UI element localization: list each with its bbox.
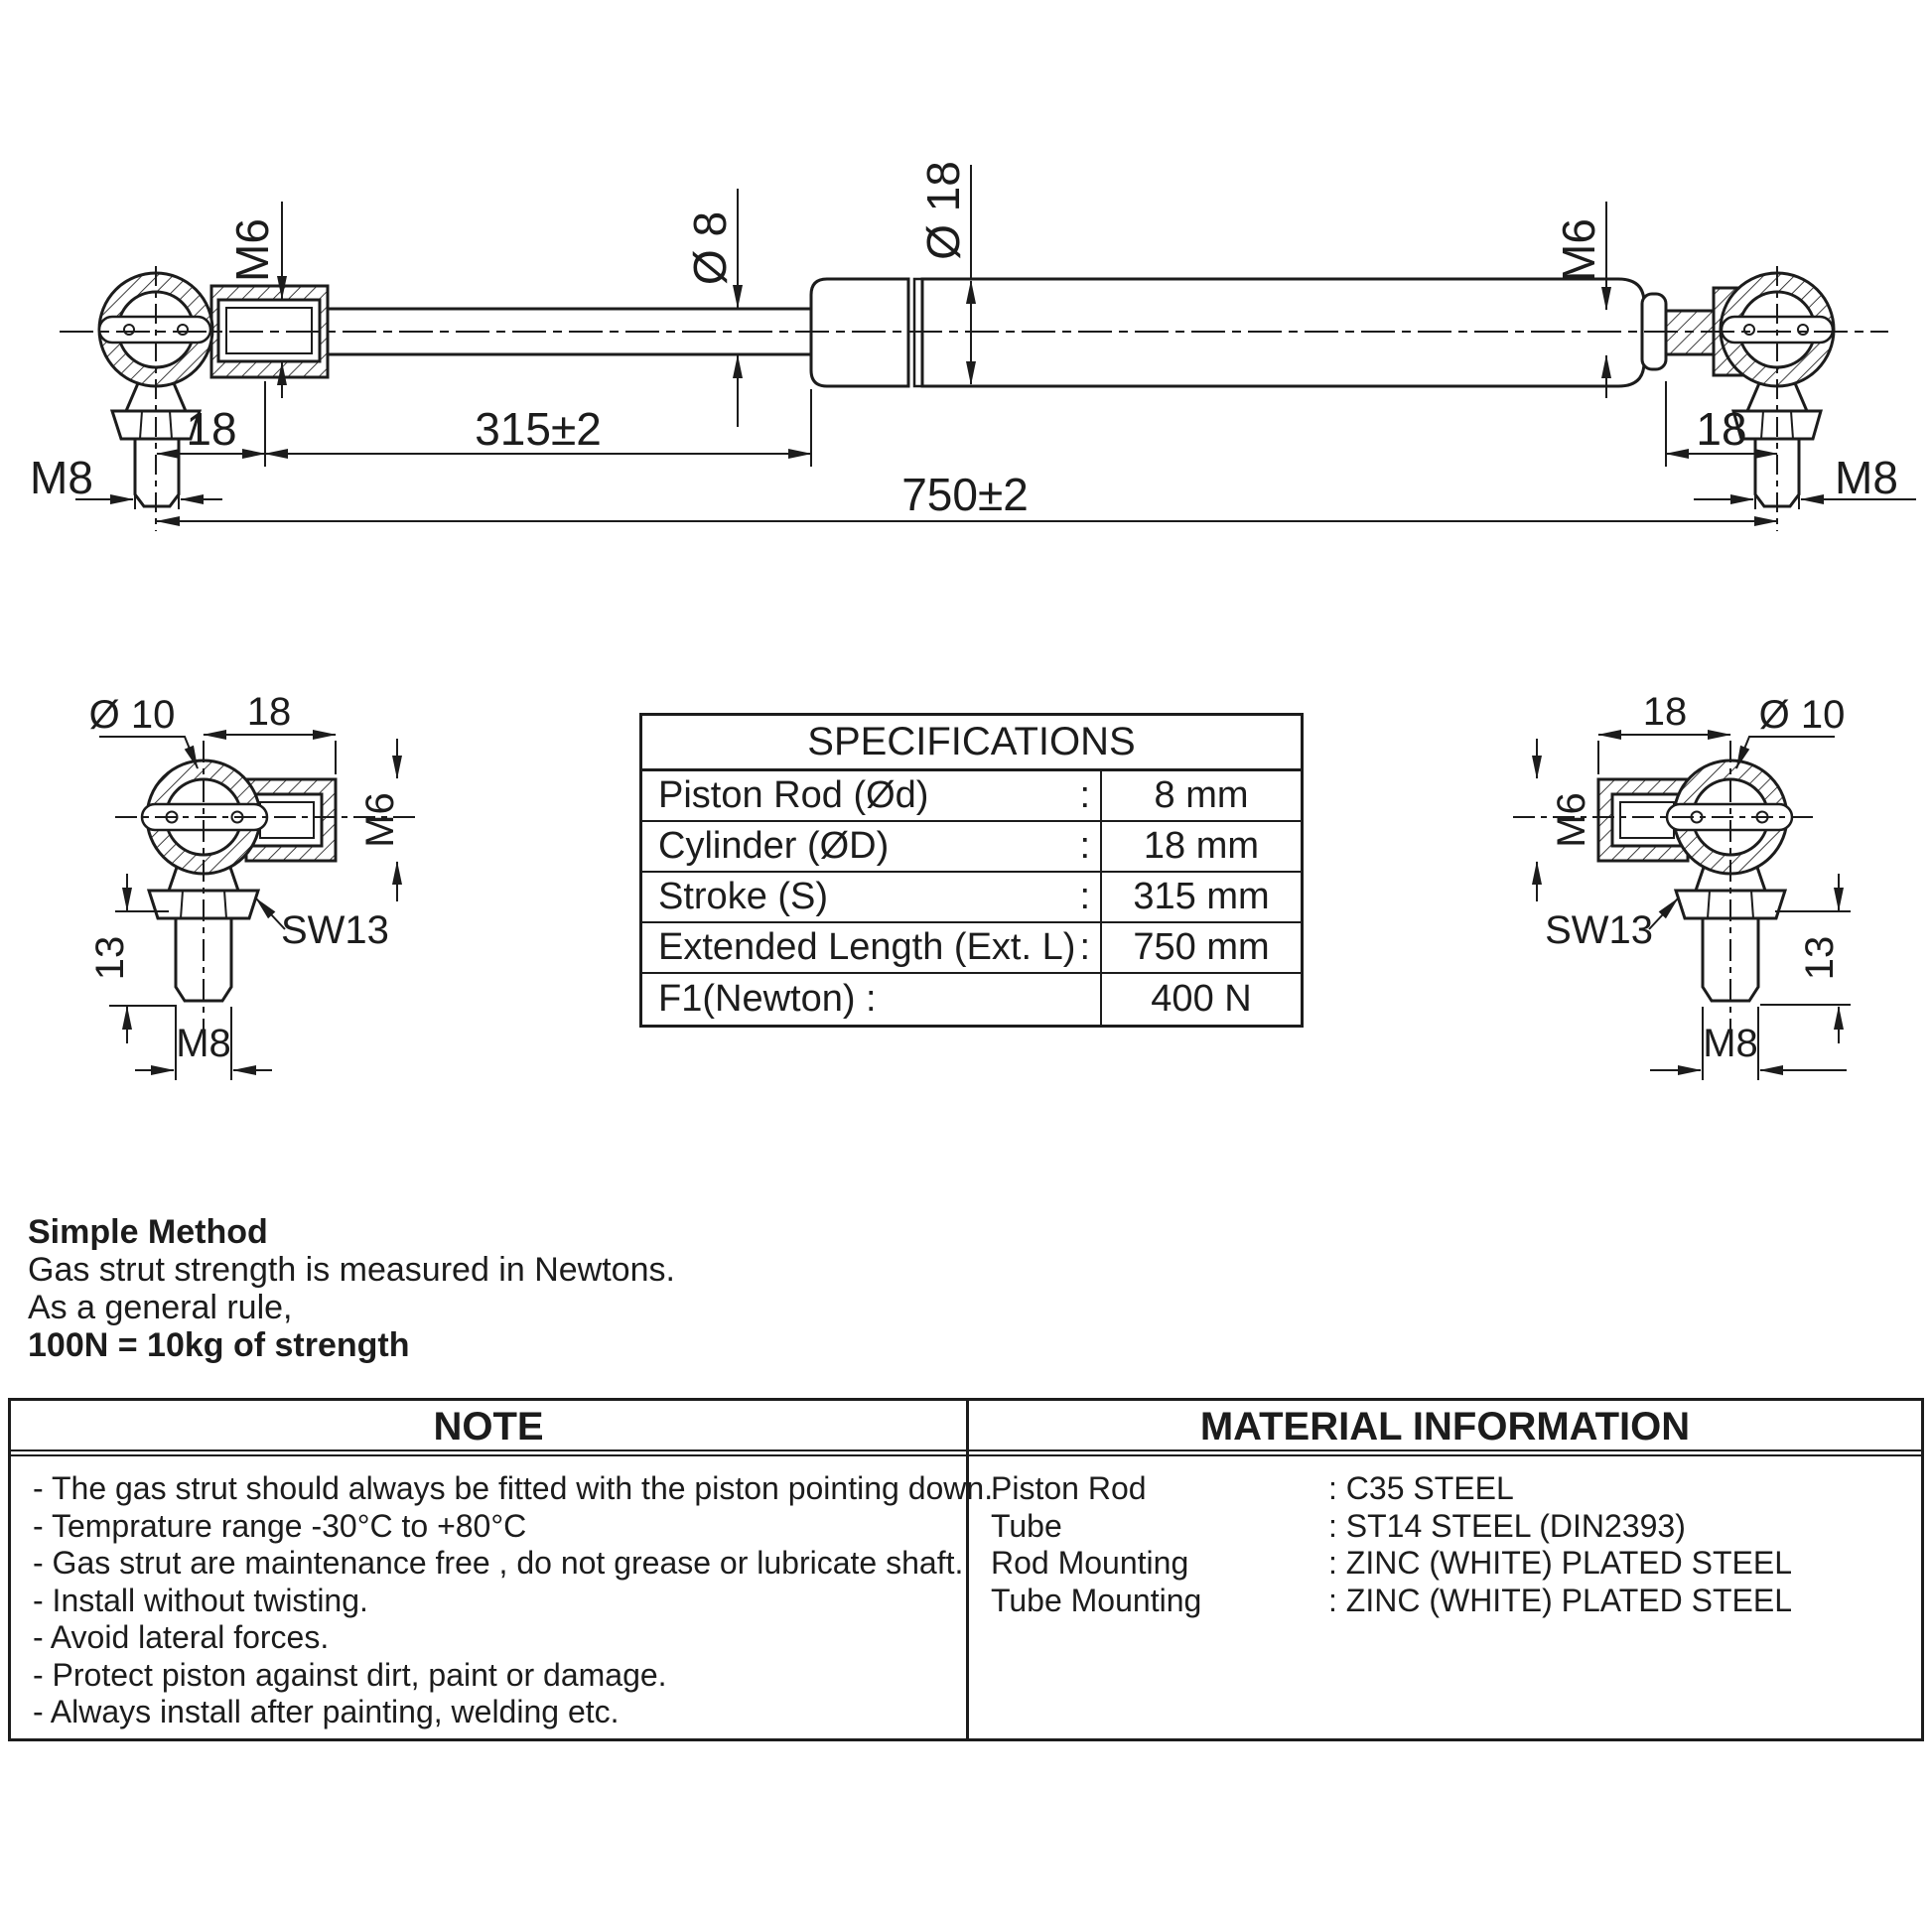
right-end-fitting-detail xyxy=(1513,690,1851,1080)
material-row xyxy=(991,1508,1915,1546)
spec-value: 400 N xyxy=(1151,978,1252,1020)
spec-row-piston-rod xyxy=(642,771,1301,822)
material-label: Tube Mounting xyxy=(991,1582,1202,1618)
spec-colon: : xyxy=(1079,876,1090,917)
dim-label-m6-left: M6 xyxy=(226,218,278,282)
spec-label: F1(Newton) : xyxy=(658,978,877,1020)
material-label: Piston Rod xyxy=(991,1470,1147,1506)
simple-method-line: Gas strut strength is measured in Newtons. xyxy=(28,1251,675,1289)
material-row xyxy=(991,1583,1915,1620)
dim-label-dia18: Ø 18 xyxy=(917,161,969,260)
dim-label-m8-left: M8 xyxy=(30,452,93,503)
note-item: - Protect piston against dirt, paint or damage. xyxy=(33,1656,667,1693)
spec-row-stroke xyxy=(642,873,1301,923)
main-right-fitting xyxy=(1642,273,1834,506)
detail-left-m6-label: M6 xyxy=(358,792,402,848)
material-row xyxy=(991,1545,1915,1583)
detail-right-18-label: 18 xyxy=(1642,690,1688,734)
dim-label-18-right: 18 xyxy=(1696,403,1747,455)
spec-value: 315 mm xyxy=(1133,876,1270,917)
spec-label: Cylinder (ØD) xyxy=(658,825,890,867)
note-item: - Gas strut are maintenance free , do not grease or lubricate shaft. xyxy=(33,1545,964,1581)
spec-colon: : xyxy=(1079,825,1090,867)
dim-label-750: 750±2 xyxy=(901,469,1029,520)
detail-right-13-label: 13 xyxy=(1798,935,1842,981)
dim-label-18-left: 18 xyxy=(186,403,237,455)
dim-label-315: 315±2 xyxy=(475,403,602,455)
detail-left-13-label: 13 xyxy=(88,935,132,981)
main-left-fitting xyxy=(99,273,328,506)
detail-right-dia10-label: Ø 10 xyxy=(1758,693,1846,737)
note-item: - Temprature range -30°C to +80°C xyxy=(33,1507,527,1544)
detail-right-m6-label: M6 xyxy=(1550,792,1593,848)
material-row xyxy=(991,1470,1915,1508)
spec-value: 8 mm xyxy=(1154,774,1249,816)
material-value: : ZINC (WHITE) PLATED STEEL xyxy=(1328,1545,1792,1581)
material-value: : C35 STEEL xyxy=(1328,1470,1514,1506)
note-header: NOTE xyxy=(11,1401,966,1456)
material-column xyxy=(969,1401,1921,1738)
spec-row-cylinder xyxy=(642,822,1301,873)
material-label: Tube xyxy=(991,1507,1062,1544)
detail-left-m8-label: M8 xyxy=(176,1022,231,1065)
simple-method-note xyxy=(28,1213,675,1364)
spec-row-extended-length xyxy=(642,923,1301,974)
detail-left-dia10-label: Ø 10 xyxy=(88,693,176,737)
material-label: Rod Mounting xyxy=(991,1545,1189,1581)
note-material-table xyxy=(8,1398,1924,1741)
dim-label-dia8: Ø 8 xyxy=(684,210,736,286)
detail-right-m8-label: M8 xyxy=(1703,1022,1758,1065)
dim-label-m8-right: M8 xyxy=(1835,452,1898,503)
dim-label-m6-right: M6 xyxy=(1553,218,1604,282)
note-item: - The gas strut should always be fitted with the piston pointing down. xyxy=(33,1470,994,1506)
note-item: - Install without twisting. xyxy=(33,1582,368,1618)
spec-colon: : xyxy=(1079,774,1090,816)
spec-label: Stroke (S) xyxy=(658,876,829,917)
spec-value: 18 mm xyxy=(1143,825,1260,867)
specifications-table xyxy=(639,713,1304,1028)
simple-method-line: As a general rule, xyxy=(28,1289,293,1326)
detail-left-sw13-label: SW13 xyxy=(281,908,389,952)
spec-colon: : xyxy=(1079,926,1090,968)
left-end-fitting-detail xyxy=(88,690,421,1080)
spec-row-f1-newton xyxy=(642,974,1301,1025)
spec-table-title: SPECIFICATIONS xyxy=(642,716,1301,771)
main-strut-drawing xyxy=(30,161,1916,531)
spec-label: Extended Length (Ext. L) xyxy=(658,926,1076,968)
material-header: MATERIAL INFORMATION xyxy=(969,1401,1921,1456)
detail-left-18-label: 18 xyxy=(246,690,292,734)
note-item: - Always install after painting, welding etc. xyxy=(33,1694,620,1729)
material-value: : ST14 STEEL (DIN2393) xyxy=(1328,1507,1686,1544)
spec-value: 750 mm xyxy=(1133,926,1270,968)
spec-label: Piston Rod (Ød) xyxy=(658,774,929,816)
detail-right-sw13-label: SW13 xyxy=(1545,908,1653,952)
note-item: - Avoid lateral forces. xyxy=(33,1619,330,1655)
material-value: : ZINC (WHITE) PLATED STEEL xyxy=(1328,1582,1792,1618)
note-column xyxy=(11,1401,994,1738)
simple-method-rule: 100N = 10kg of strength xyxy=(28,1326,410,1364)
simple-method-title: Simple Method xyxy=(28,1213,268,1251)
